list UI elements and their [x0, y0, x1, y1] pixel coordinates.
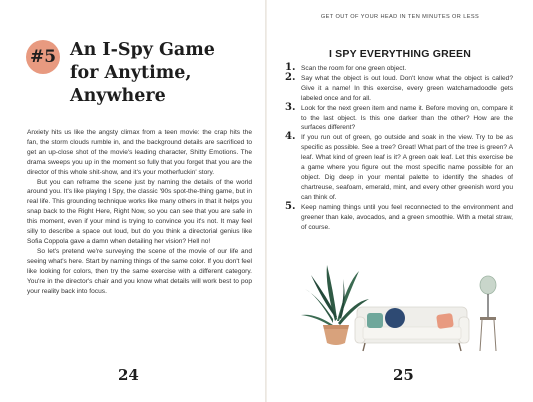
- steps-list: [285, 64, 513, 232]
- title-line-1: An I-Spy Game: [70, 40, 215, 60]
- living-room-illustration: [297, 255, 507, 355]
- pillow-teal: [367, 313, 383, 328]
- step-text: If you run out of green, go outside and soak in the view. Try to be as specific as possible. See a tree? Great! What part of the tree is green? A leaf. What kind of green leaf is it? A green oak leaf. Let this exercise be a game where you figure out the most specific name possible for an object. Dig deep in your mental palette to identify the shades of chartreuse, seafoam, emerald, mint, and every other greenish word you can think of.: [301, 134, 513, 201]
- section-title: I SPY EVERYTHING GREEN: [328, 48, 472, 60]
- step-item: [285, 71, 513, 104]
- chapter-title: [70, 39, 250, 108]
- page-number-right: 25: [393, 366, 414, 384]
- step-item: [285, 64, 513, 74]
- paragraph-2: But you can reframe the scene just by naming the details of the world around you. It's like playing I Spy, the classic '90s spot-the-thing game, but in real life. This grounding technique works like many others in that it helps you snap back to the Right Here, Right Now, so you can see that you are safe in this moment, even if your mind is trying to convince you it's not. It may feel silly to describe a space out loud, but do you think a directorial genius like Sofia Coppola gave a damn when detailing her vision? Hell no!: [27, 178, 252, 245]
- step-text: Say what the object is out loud. Don't know what the object is called? Give it a name! In this exercise, every green watchamadoodle gets labeled once and for all.: [301, 74, 513, 102]
- step-number: 3.: [285, 101, 296, 113]
- sofa-icon: [355, 307, 469, 351]
- title-line-2: for Anytime,: [70, 63, 192, 83]
- page-number-left: 24: [118, 366, 139, 384]
- step-item: [285, 101, 513, 134]
- step-text: Scan the room for one green object.: [301, 65, 407, 72]
- side-table-lamp-icon: [480, 276, 496, 351]
- step-number: 2.: [285, 71, 296, 83]
- running-head: GET OUT OF YOUR HEAD IN TEN MINUTES OR LESS: [320, 14, 480, 20]
- step-text: Look for the next green item and name it. Before moving on, compare it to the last object. Is this one darker than the other? How are the surfaces different?: [301, 104, 513, 132]
- pillow-navy: [385, 308, 405, 328]
- body-text: [27, 128, 252, 296]
- chapter-badge: [26, 40, 60, 74]
- step-number: 4.: [285, 131, 296, 143]
- right-page: [267, 0, 533, 402]
- step-number: 5.: [285, 200, 296, 212]
- step-text: Keep naming things until you feel reconnected to the environment and greener than kale, avocados, and a green smoothie. With a metal straw, of course.: [301, 203, 513, 231]
- pillow-coral: [436, 313, 454, 329]
- step-item: [285, 133, 513, 202]
- left-page: [0, 0, 266, 402]
- title-line-3: Anywhere: [70, 86, 166, 106]
- chapter-number: #5: [29, 47, 57, 67]
- step-number: 1.: [285, 62, 296, 73]
- paragraph-1: Anxiety hits us like the angsty climax from a teen movie: the crap hits the fan, the storm clouds rumble in, and the background details are sacrificed to get an up-close shot of the movie's leading character, Shitty Emotions. The drama sweeps you up in the moment so fully that you forget that you are the director of this whole shit-show, and it's your motherfuckin' story.: [27, 129, 252, 176]
- step-item: [285, 200, 513, 233]
- paragraph-3: So let's pretend we're surveying the scene of the movie of our life and seeing what's here. Start by naming things of the same color. If you don't feel like looking for colors, then try the same exercise with a different category. You're in the director's chair and you know what details will work best to pop your reality back into focus.: [27, 247, 252, 295]
